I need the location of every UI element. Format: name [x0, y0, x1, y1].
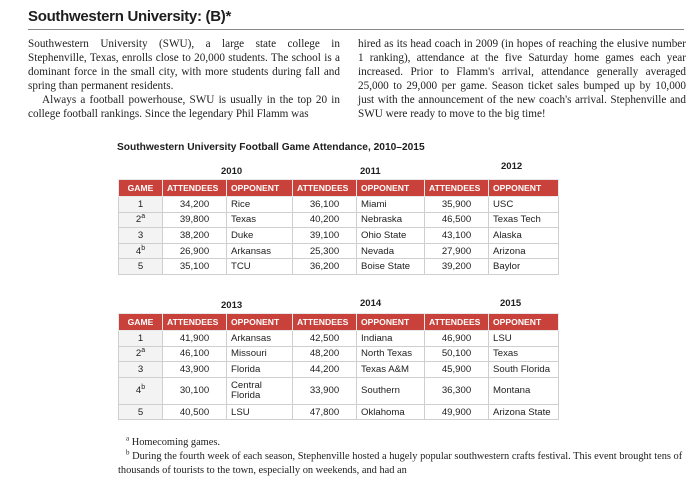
year-label: 2014 — [360, 298, 382, 309]
attendance-cell: 39,800 — [163, 212, 227, 228]
table-header-row — [119, 314, 559, 331]
attendance-cell: 43,900 — [163, 362, 227, 378]
opponent-cell: Ohio State — [357, 228, 425, 244]
game-number-cell — [119, 259, 163, 275]
opponent-cell: LSU — [227, 404, 293, 420]
game-number: 4 — [135, 385, 142, 397]
footnote-text: Homecoming games. — [131, 437, 221, 448]
attendance-cell: 38,200 — [163, 228, 227, 244]
opponent-cell: Boise State — [357, 259, 425, 275]
opponent-cell: Texas A&M — [357, 362, 425, 378]
year-label: 2010 — [221, 166, 243, 177]
opponent-cell: Texas — [227, 212, 293, 228]
opponent-cell: Baylor — [489, 259, 559, 275]
opponent-cell: Texas — [489, 346, 559, 362]
attendance-cell: 33,900 — [293, 377, 357, 404]
attendance-cell: 39,200 — [425, 259, 489, 275]
game-number-cell — [119, 243, 163, 259]
attendance-cell: 26,900 — [163, 243, 227, 259]
opponent-cell: Rice — [227, 197, 293, 213]
table-row — [119, 259, 559, 275]
year-label: 2013 — [221, 300, 243, 311]
game-number-cell — [119, 228, 163, 244]
attendance-cell: 44,200 — [293, 362, 357, 378]
opponent-cell: Duke — [227, 228, 293, 244]
attendance-cell: 46,500 — [425, 212, 489, 228]
attendance-cell: 49,900 — [425, 404, 489, 420]
table-header-row — [119, 180, 559, 197]
column-header: OPPONENT — [357, 314, 425, 331]
game-number: 2 — [135, 214, 142, 226]
opponent-cell: Alaska — [489, 228, 559, 244]
column-header: OPPONENT — [489, 314, 559, 331]
attendance-cell: 39,100 — [293, 228, 357, 244]
attendance-cell: 43,100 — [425, 228, 489, 244]
game-number: 5 — [137, 406, 144, 418]
attendance-cell: 41,900 — [163, 331, 227, 347]
column-header: GAME — [119, 180, 163, 197]
attendance-cell: 50,100 — [425, 346, 489, 362]
opponent-cell: Texas Tech — [489, 212, 559, 228]
footnote — [118, 436, 684, 450]
column-header: ATTENDEES — [293, 314, 357, 331]
table-row — [119, 228, 559, 244]
attendance-cell: 40,200 — [293, 212, 357, 228]
attendance-cell: 27,900 — [425, 243, 489, 259]
attendance-cell: 36,300 — [425, 377, 489, 404]
opponent-cell: North Texas — [357, 346, 425, 362]
table-row — [119, 346, 559, 362]
intro-left-column — [28, 38, 340, 121]
opponent-cell: Florida — [227, 362, 293, 378]
opponent-cell: Southern — [357, 377, 425, 404]
opponent-cell: Arkansas — [227, 331, 293, 347]
attendance-cell: 40,500 — [163, 404, 227, 420]
page-title: Southwestern University: (B)* — [28, 8, 231, 25]
year-label: 2011 — [360, 166, 381, 177]
footnotes — [118, 436, 684, 478]
footnote-mark: a — [141, 213, 146, 221]
opponent-cell: South Florida — [489, 362, 559, 378]
opponent-cell: Nebraska — [357, 212, 425, 228]
attendance-cell: 36,200 — [293, 259, 357, 275]
game-number: 3 — [137, 363, 144, 375]
opponent-cell: Arkansas — [227, 243, 293, 259]
footnote-mark: b — [126, 448, 130, 457]
table-row — [119, 331, 559, 347]
footnote-mark: b — [141, 384, 146, 392]
attendance-cell: 30,100 — [163, 377, 227, 404]
attendance-cell: 46,900 — [425, 331, 489, 347]
intro-right-column — [358, 38, 686, 121]
column-header: ATTENDEES — [425, 180, 489, 197]
game-number: 1 — [137, 332, 144, 344]
column-header: OPPONENT — [227, 314, 293, 331]
footnote — [118, 450, 684, 478]
attendance-cell: 46,100 — [163, 346, 227, 362]
column-header: OPPONENT — [227, 180, 293, 197]
attendance-table-2013-2015 — [118, 313, 559, 420]
column-header: GAME — [119, 314, 163, 331]
table-row — [119, 197, 559, 213]
attendance-cell: 35,900 — [425, 197, 489, 213]
year-label: 2015 — [500, 298, 522, 309]
table-row — [119, 243, 559, 259]
game-number: 4 — [135, 245, 142, 257]
opponent-cell: Oklahoma — [357, 404, 425, 420]
opponent-cell: Miami — [357, 197, 425, 213]
opponent-cell: Nevada — [357, 243, 425, 259]
intro-paragraph-2: Always a football powerhouse, SWU is usually in the top 20 in college football rankings. Since the legendary Phil Flamm was — [28, 93, 340, 120]
opponent-cell: Arizona — [489, 243, 559, 259]
game-number: 5 — [137, 261, 144, 273]
column-header: OPPONENT — [489, 180, 559, 197]
opponent-cell: Indiana — [357, 331, 425, 347]
attendance-cell: 42,500 — [293, 331, 357, 347]
intro-paragraph-3: hired as its head coach in 2009 (in hopes of reaching the elusive number 1 ranking), attendance at the five Saturday home games each year increased. Prior to Flamm's arrival, attendance generally averaged 25,000 to 29,000 per game. Season ticket sales bumped up by 10,000 just with the announcement of the new coach's arrival. Stephenville and SWU were ready to move to the big time! — [358, 38, 686, 120]
game-number: 3 — [137, 229, 144, 241]
table-row — [119, 212, 559, 228]
footnote-mark: a — [141, 347, 146, 355]
column-header: OPPONENT — [357, 180, 425, 197]
title-divider — [28, 29, 684, 30]
column-header: ATTENDEES — [163, 314, 227, 331]
column-header: ATTENDEES — [293, 180, 357, 197]
table-title: Southwestern University Football Game Attendance, 2010–2015 — [117, 142, 425, 153]
attendance-cell: 45,900 — [425, 362, 489, 378]
opponent-cell: Arizona State — [489, 404, 559, 420]
table-row — [119, 377, 559, 404]
table-row — [119, 362, 559, 378]
attendance-cell: 47,800 — [293, 404, 357, 420]
opponent-cell: Montana — [489, 377, 559, 404]
opponent-cell: Central Florida — [227, 377, 293, 404]
game-number: 1 — [137, 198, 144, 210]
game-number-cell — [119, 212, 163, 228]
opponent-cell: USC — [489, 197, 559, 213]
attendance-cell: 34,200 — [163, 197, 227, 213]
attendance-table-2010-2012 — [118, 179, 559, 275]
table-row — [119, 404, 559, 420]
attendance-cell: 25,300 — [293, 243, 357, 259]
footnote-text: During the fourth week of each season, Stephenville hosted a hugely popular southwestern crafts festival. This event brought tens of thousands of tourists to the town, especially on weekends, and had an — [118, 451, 683, 476]
opponent-cell: Missouri — [227, 346, 293, 362]
attendance-cell: 35,100 — [163, 259, 227, 275]
intro-paragraph-1: Southwestern University (SWU), a large state college in Stephenville, Texas, enrolls close to 20,000 students. The school is a dominant force in the small city, with more students during fall and spring than permanent residents. — [28, 38, 340, 92]
opponent-cell: LSU — [489, 331, 559, 347]
game-number-cell — [119, 404, 163, 420]
game-number-cell — [119, 197, 163, 213]
attendance-cell: 48,200 — [293, 346, 357, 362]
footnote-mark: a — [126, 434, 130, 443]
footnote-mark: b — [141, 244, 146, 252]
game-number-cell — [119, 377, 163, 404]
game-number-cell — [119, 362, 163, 378]
opponent-cell: TCU — [227, 259, 293, 275]
column-header: ATTENDEES — [163, 180, 227, 197]
year-label: 2012 — [501, 161, 523, 172]
game-number: 2 — [135, 348, 142, 360]
attendance-cell: 36,100 — [293, 197, 357, 213]
column-header: ATTENDEES — [425, 314, 489, 331]
game-number-cell — [119, 331, 163, 347]
game-number-cell — [119, 346, 163, 362]
